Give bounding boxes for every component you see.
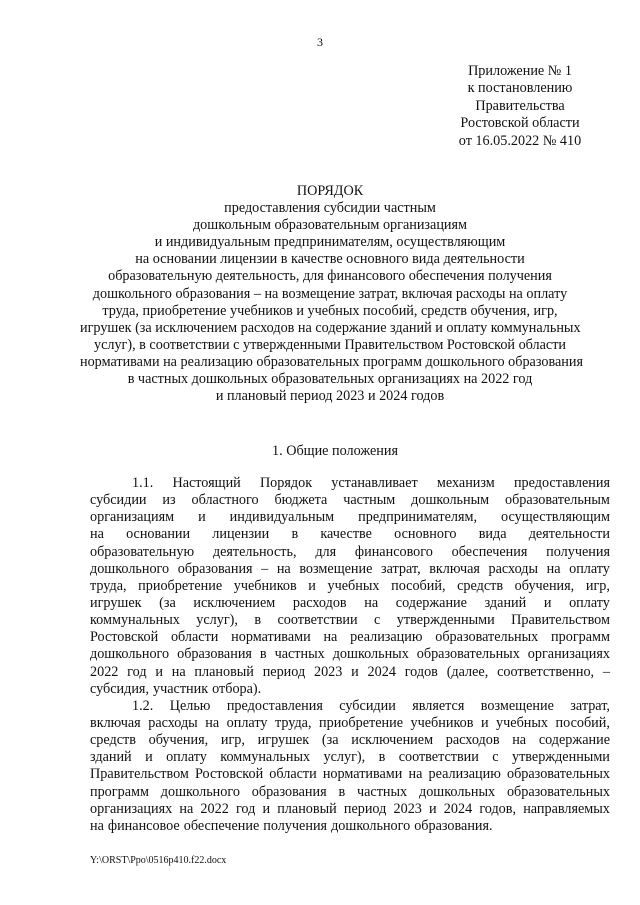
paragraph-line: организациям и индивидуальным предпринимателям, осуществляющим bbox=[90, 509, 610, 526]
paragraph-line: средств обучения, игр, игрушек (за исключением расходов на содержание bbox=[90, 732, 610, 749]
paragraph-line: коммунальных услуг), в соответствии с утвержденными Правительством bbox=[90, 612, 610, 629]
title-line: услуг), в соответствии с утвержденными Правительством Ростовской области bbox=[93, 336, 566, 353]
paragraph-line: образовательную деятельность, для финансового обеспечения получения bbox=[90, 543, 610, 560]
title-line: на основании лицензии в качестве основного вида деятельности bbox=[135, 251, 525, 268]
paragraph-line: на финансовое обеспечение получения дошкольного образования. bbox=[90, 817, 493, 834]
paragraph-line: дошкольного образования в частных дошкольных образовательных организациях bbox=[90, 646, 610, 663]
paragraph-line: Правительством Ростовской области нормативами на реализацию образовательных bbox=[90, 766, 610, 783]
paragraph-line: программ дошкольного образования в частных дошкольных образовательных bbox=[90, 783, 610, 800]
title-line: дошкольным образовательным организациям bbox=[192, 217, 468, 234]
title-line: дошкольного образования – на возмещение затрат, включая расходы на оплату bbox=[92, 285, 568, 302]
paragraph-line: зданий и оплату коммунальных услуг), в соответствии с утвержденными bbox=[90, 749, 610, 766]
paragraph-line: дошкольного образования – на возмещение затрат, включая расходы на оплату bbox=[90, 560, 610, 577]
paragraph-line: 2022 год и на плановый период 2023 и 2024 годов (далее, соответственно, – bbox=[90, 663, 610, 680]
page-number: 3 bbox=[317, 35, 323, 49]
paragraph-line: игрушек (за исключением расходов на содержание зданий и оплату bbox=[90, 594, 610, 611]
document-title: ПОРЯДОК bbox=[296, 183, 364, 199]
title-line: нормативами на реализацию образовательных программ дошкольного образования bbox=[80, 353, 583, 370]
title-line: игрушек (за исключением расходов на содержание зданий и оплату коммунальных bbox=[80, 319, 581, 336]
title-line: труда, приобретение учебников и учебных пособий, средств обучения, игр, bbox=[102, 302, 558, 319]
appendix-line: от 16.05.2022 № 410 bbox=[458, 132, 582, 149]
paragraph-line: труда, приобретение учебников и учебных пособий, средств обучения, игр, bbox=[90, 577, 610, 594]
body-text bbox=[90, 475, 610, 835]
title-line: и плановый период 2023 и 2024 годов bbox=[215, 388, 445, 405]
section-heading: 1. Общие положения bbox=[272, 443, 398, 459]
appendix-block bbox=[440, 63, 600, 150]
paragraph-line: включая расходы на оплату труда, приобретение учебников и учебных пособий, bbox=[90, 714, 610, 731]
appendix-line: Ростовской области bbox=[460, 115, 580, 132]
title-line: и индивидуальным предпринимателям, осуществляющим bbox=[154, 234, 506, 251]
title-line: в частных дошкольных образовательных организациях на 2022 год bbox=[127, 371, 533, 388]
paragraph-line: субсидии из областного бюджета частным дошкольным образовательным bbox=[90, 492, 610, 509]
paragraph-line: 1.2. Целью предоставления субсидии является возмещение затрат, bbox=[132, 697, 610, 714]
appendix-line: Правительства bbox=[475, 97, 565, 114]
document-title-block bbox=[80, 183, 583, 405]
paragraph-line: субсидия, участник отбора). bbox=[90, 680, 262, 697]
paragraph-line: Ростовской области нормативами на реализацию образовательных программ bbox=[90, 629, 610, 646]
paragraph-line: на основании лицензии в качестве основного вида деятельности bbox=[90, 526, 610, 543]
file-path-footer: Y:\ORST\Ppo\0516p410.f22.docx bbox=[90, 855, 227, 866]
appendix-line: к постановлению bbox=[467, 80, 573, 97]
paragraph-line: 1.1. Настоящий Порядок устанавливает механизм предоставления bbox=[132, 475, 610, 491]
appendix-line: Приложение № 1 bbox=[468, 63, 572, 79]
title-line: образовательную деятельность, для финансового обеспечения получения bbox=[108, 268, 552, 285]
paragraph-line: организациях на 2022 год и плановый период 2023 и 2024 годов, направляемых bbox=[90, 800, 610, 817]
title-line: предоставления субсидии частным bbox=[224, 200, 436, 217]
